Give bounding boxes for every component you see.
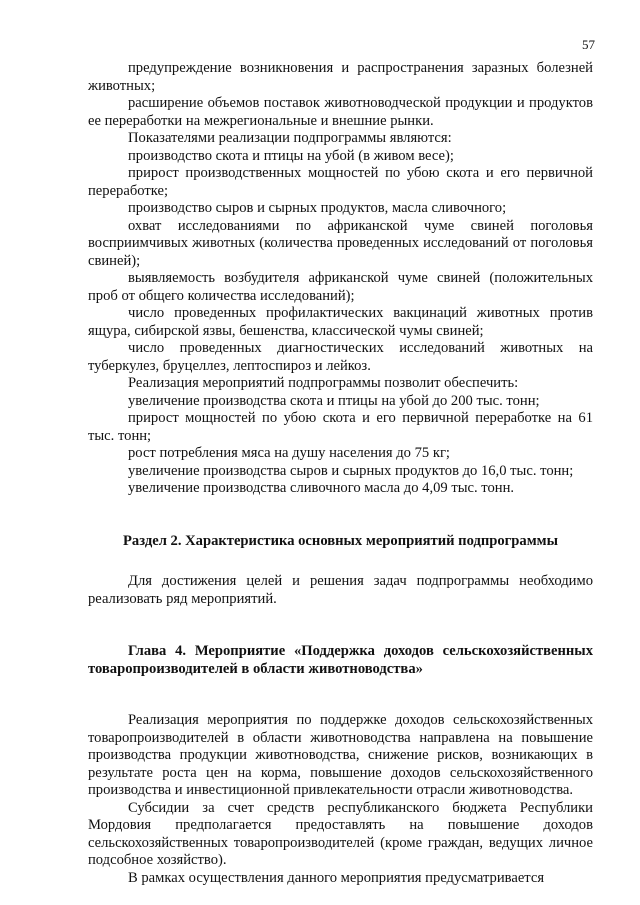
section-paragraph: Для достижения целей и решения задач подпрограммы необходимо реализовать ряд мероприятий. [88, 573, 593, 607]
chapter-paragraph: Субсидии за счет средств республиканского бюджета Республики Мордовия предполагается предоставлять на повышение доходов сельскохозяйственных товаропроизводителей (кроме граждан, ведущих личное подсобное хозяйство). [88, 799, 593, 868]
paragraph: число проведенных диагностических исследований животных на туберкулез, бруцеллез, лептоспироз и лейкоз. [88, 340, 593, 374]
chapter-heading: Глава 4. Мероприятие «Поддержка доходов сельскохозяйственных товаропроизводителей в области животноводства» [88, 643, 593, 677]
paragraph: рост потребления мяса на душу населения до 75 кг; [128, 445, 450, 461]
chapter-paragraph: Реализация мероприятия по поддержке доходов сельскохозяйственных товаропроизводителей в области животноводства направлена на повышение производства продукции животноводства, снижение рисков, возникающих в результате роста цен на корма, повышение доходов сельскохозяйственного производства и инвестиционной привлекательности отрасли животноводства. [88, 712, 593, 798]
paragraph: выявляемость возбудителя африканской чуме свиней (положительных проб от общего количества исследований); [88, 270, 593, 304]
paragraph: Реализация мероприятий подпрограммы позволит обеспечить: [128, 375, 519, 391]
paragraph: прирост производственных мощностей по убою скота и его первичной переработке; [88, 165, 593, 199]
paragraph: увеличение производства сливочного масла до 4,09 тыс. тонн. [128, 480, 515, 496]
paragraph: увеличение производства скота и птицы на убой до 200 тыс. тонн; [128, 392, 540, 409]
paragraph: производство сыров и сырных продуктов, масла сливочного; [128, 200, 507, 216]
paragraph: увеличение производства сыров и сырных продуктов до 16,0 тыс. тонн; [128, 462, 574, 479]
paragraph: Показателями реализации подпрограммы являются: [128, 130, 452, 146]
paragraph: число проведенных профилактических вакцинаций животных против ящура, сибирской язвы, бешенства, классической чумы свиней; [88, 305, 593, 339]
page-content [88, 60, 593, 887]
page-number: 57 [582, 37, 595, 52]
paragraph: расширение объемов поставок животноводческой продукции и продуктов ее переработки на межрегиональные и внешние рынки. [88, 95, 593, 129]
chapter-paragraph: В рамках осуществления данного мероприятия предусматривается [128, 869, 545, 886]
paragraph: производство скота и птицы на убой (в живом весе); [128, 147, 454, 164]
paragraph: прирост мощностей по убою скота и его первичной переработке на 61 тыс. тонн; [88, 410, 593, 444]
paragraph: предупреждение возникновения и распространения заразных болезней животных; [88, 60, 593, 94]
paragraph: охват исследованиями по африканской чуме свиней поголовья восприимчивых животных (количества проведенных исследований от поголовья свиней); [88, 217, 593, 269]
section-heading: Раздел 2. Характеристика основных мероприятий подпрограммы [123, 532, 558, 549]
